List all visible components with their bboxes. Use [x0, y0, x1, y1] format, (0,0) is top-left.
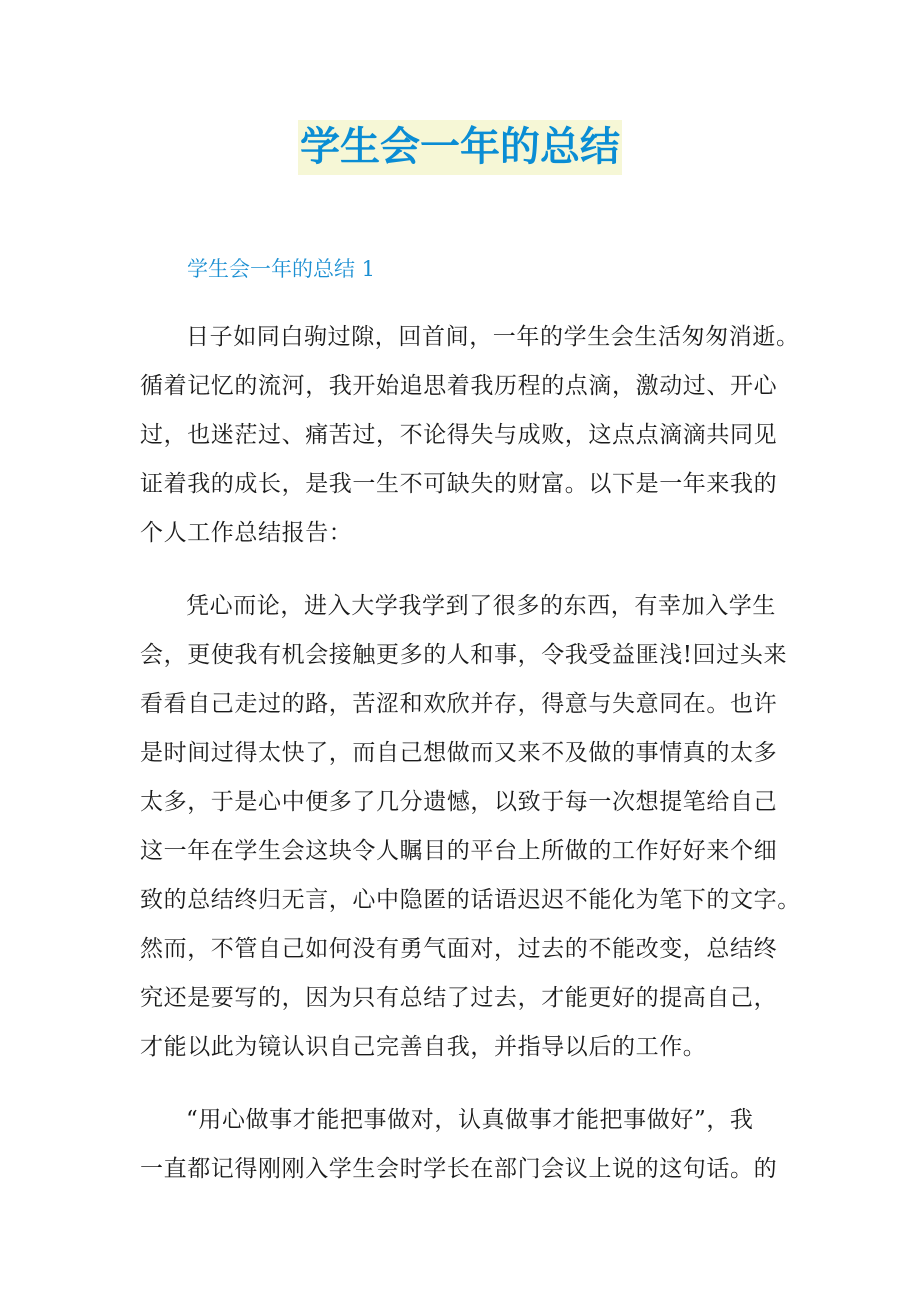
paragraph-1	[140, 313, 800, 558]
text-line: 会，更使我有机会接触更多的人和事，令我受益匪浅!回过头来	[140, 642, 788, 668]
text-line: 个人工作总结报告：	[140, 520, 353, 546]
text-line: “用心做事才能把事做对，认真做事才能把事做好”，我	[186, 1107, 754, 1133]
document-body	[140, 313, 801, 1218]
text-line: 看看自己走过的路，苦涩和欢欣并存，得意与失意同在。也许	[140, 691, 778, 717]
text-line: 然而，不管自己如何没有勇气面对，过去的不能改变，总结终	[140, 936, 778, 962]
text-line: 一直都记得刚刚入学生会时学长在部门会议上说的这句话。的	[140, 1156, 778, 1182]
text-line: 太多，于是心中便多了几分遗憾，以致于每一次想提笔给自己	[140, 789, 778, 815]
text-line: 证着我的成长，是我一生不可缺失的财富。以下是一年来我的	[140, 471, 778, 497]
text-line: 过，也迷茫过、痛苦过，不论得失与成败，这点点滴滴共同见	[140, 422, 778, 448]
text-line: 这一年在学生会这块令人瞩目的平台上所做的工作好好来个细	[140, 838, 778, 864]
text-line: 是时间过得太快了，而自己想做而又来不及做的事情真的太多	[140, 740, 778, 766]
text-line: 致的总结终归无言，心中隐匿的话语迟迟不能化为笔下的文字。	[140, 887, 801, 913]
text-line: 循着记忆的流河，我开始追思着我历程的点滴，激动过、开心	[140, 373, 778, 399]
paragraph-3	[140, 1096, 784, 1194]
section-heading: 学生会一年的总结 1	[187, 257, 376, 281]
text-line: 凭心而论，进入大学我学到了很多的东西，有幸加入学生	[186, 593, 776, 619]
document-title: 学生会一年的总结	[298, 120, 622, 175]
paragraph-2	[140, 582, 801, 1072]
title-container	[0, 120, 920, 175]
text-line: 究还是要写的，因为只有总结了过去，才能更好的提高自己，	[140, 985, 778, 1011]
text-line: 才能以此为镜认识自己完善自我，并指导以后的工作。	[140, 1034, 707, 1060]
text-line: 日子如同白驹过隙，回首间，一年的学生会生活匆匆消逝。	[186, 324, 800, 350]
